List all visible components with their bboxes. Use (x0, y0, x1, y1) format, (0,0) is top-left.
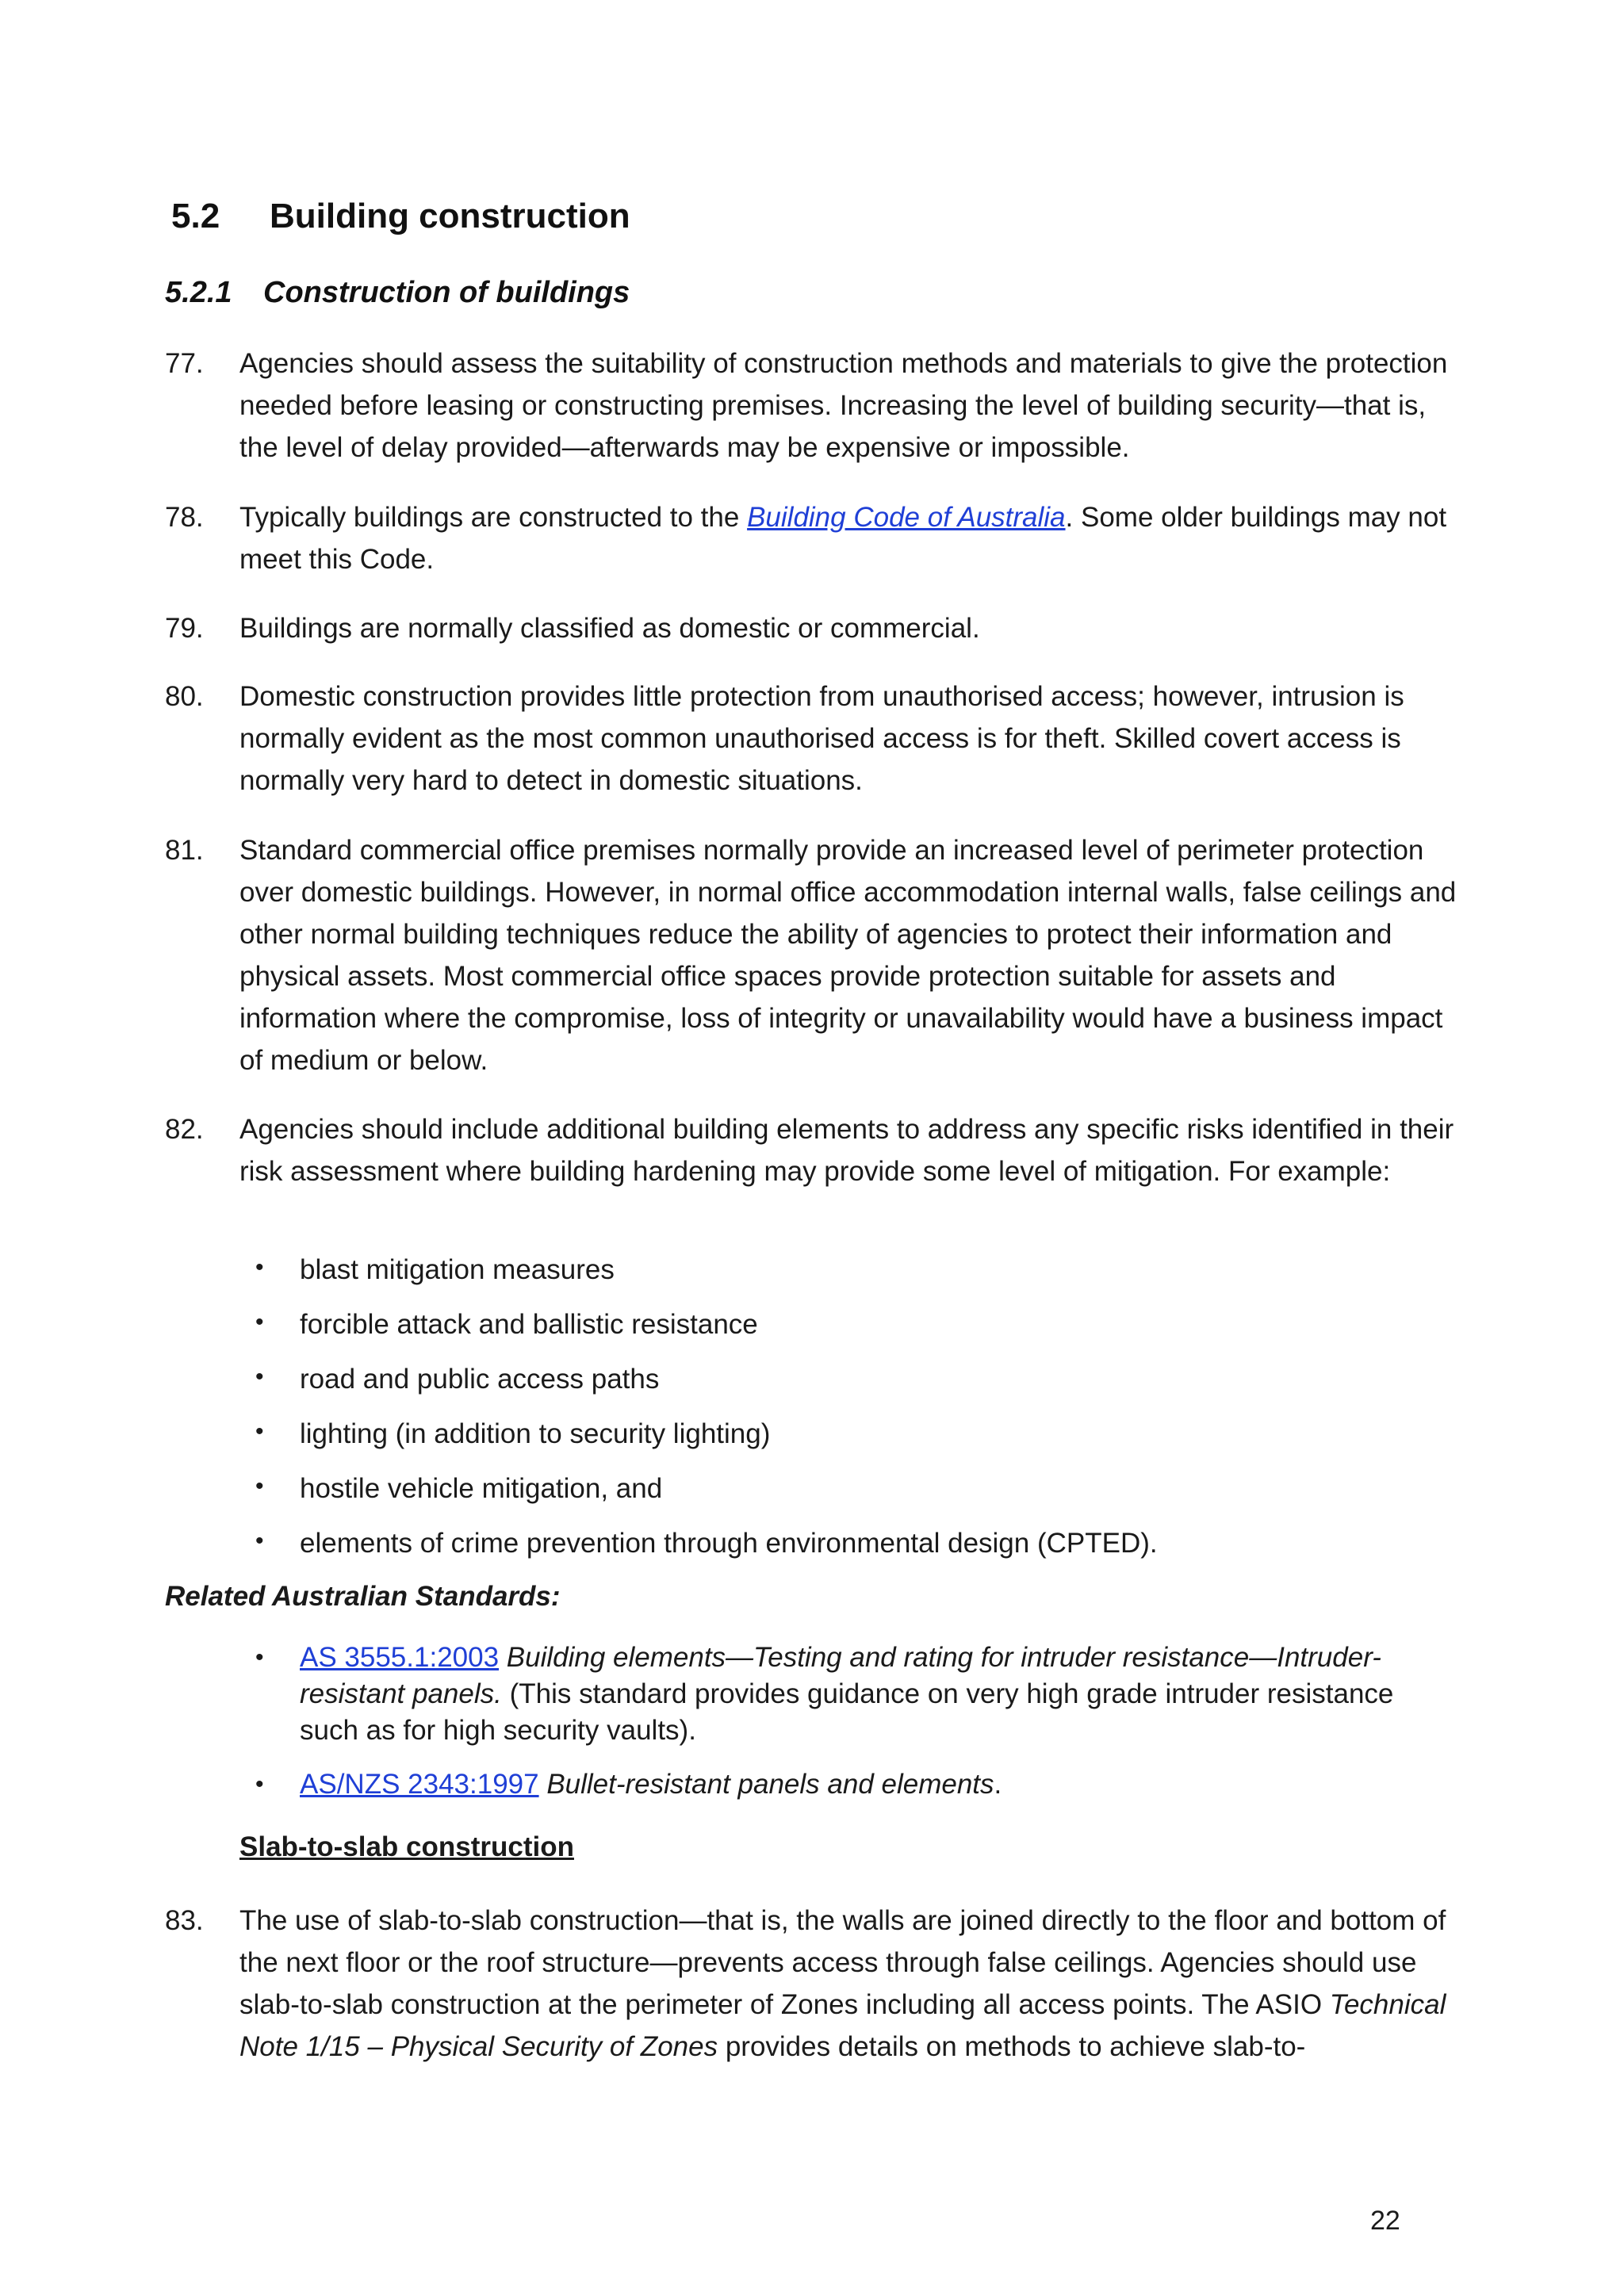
related-standards-list (239, 1640, 1429, 1814)
as-3555-link[interactable]: AS 3555.1:2003 (300, 1642, 500, 1673)
as-nzs-2343-link[interactable]: AS/NZS 2343:1997 (300, 1769, 539, 1800)
example-bullet-list (239, 1254, 1429, 1582)
paragraph-text: Agencies should include additional building elements to address any specific risks identified in their risk assessment where building hardening may provide some level of mitigation. For example: (239, 1114, 1454, 1187)
subsection-number: 5.2.1 (165, 276, 232, 309)
paragraph-number: 79. (165, 613, 204, 644)
text-run: The use of slab-to-slab construction—that is, the walls are joined directly to the floor and bottom of the next floor or the roof structure—prevents access through false ceilings. Agencies should use slab-to-slab construction at the perimeter of Zones including all access points. The ASIO (239, 1905, 1446, 2020)
list-item (239, 1309, 1429, 1364)
paragraph-number: 82. (165, 1114, 204, 1145)
section-title: Building construction (270, 197, 630, 235)
list-item-text: road and public access paths (300, 1364, 660, 1395)
standard-title: Bullet-resistant panels and elements (538, 1769, 994, 1800)
building-code-link[interactable]: Building Code of Australia (747, 502, 1066, 533)
text-run: . Some older buildings may not meet this Code. (239, 502, 1447, 575)
subsection-heading (165, 276, 630, 310)
paragraph-number: 78. (165, 502, 204, 533)
list-item-text: hostile vehicle mitigation, and (300, 1473, 663, 1504)
bullet-icon: • (255, 1364, 264, 1390)
slab-to-slab-subheading: Slab-to-slab construction (239, 1831, 574, 1862)
list-item (239, 1528, 1429, 1582)
paragraph-text: Buildings are normally classified as domestic or commercial. (239, 613, 980, 644)
bullet-icon: • (255, 1254, 264, 1280)
list-item-text: lighting (in addition to security lighting) (300, 1418, 771, 1449)
list-item (239, 1254, 1429, 1309)
list-item-text: elements of crime prevention through environmental design (CPTED). (300, 1528, 1158, 1559)
paragraph-number: 77. (165, 348, 204, 379)
bullet-icon: • (255, 1418, 264, 1445)
bullet-icon: • (255, 1473, 264, 1499)
list-item-text: blast mitigation measures (300, 1254, 615, 1285)
paragraph-number: 80. (165, 681, 204, 712)
paragraph-text (239, 496, 1465, 580)
section-number: 5.2 (171, 197, 220, 235)
bullet-icon: • (255, 1528, 264, 1554)
standard-title: Building elements—Testing and rating for intruder resistance—Intruder-resistant panels. (300, 1642, 1381, 1709)
paragraph-text (239, 1900, 1465, 2068)
standard-note: (This standard provides guidance on very high grade intruder resistance such as for high security vaults). (300, 1678, 1394, 1746)
subsection-title: Construction of buildings (263, 276, 630, 309)
text-run: Typically buildings are constructed to the (239, 502, 748, 533)
technical-note-title: Technical Note 1/15 – Physical Security of Zones (239, 1989, 1446, 2062)
list-item (239, 1364, 1429, 1418)
paragraph-text: Domestic construction provides little protection from unauthorised access; however, intrusion is normally evident as the most common unauthorised access is for theft. Skilled covert access is normally very hard to detect in domestic situations. (239, 681, 1404, 796)
standard-note: . (994, 1769, 1002, 1800)
list-item (239, 1640, 1429, 1766)
paragraph-text: Standard commercial office premises normally provide an increased level of perimeter protection over domestic buildings. However, in normal office accommodation internal walls, false ceilings and other normal building techniques reduce the ability of agencies to protect their information and physical assets. Most commercial office spaces provide protection suitable for assets and information where the compromise, loss of integrity or unavailability would have a business impact of medium or below. (239, 835, 1457, 1076)
bullet-icon: • (255, 1771, 264, 1797)
list-item (239, 1418, 1429, 1473)
paragraph-number: 83. (165, 1905, 204, 1936)
related-standards-heading: Related Australian Standards: (165, 1581, 561, 1612)
bullet-icon: • (255, 1309, 264, 1335)
list-item (239, 1766, 1429, 1814)
paragraph-number: 81. (165, 835, 204, 866)
text-run: provides details on methods to achieve slab-to- (718, 2031, 1306, 2062)
page-number: 22 (1370, 2206, 1400, 2236)
list-item (239, 1473, 1429, 1528)
list-item-text: forcible attack and ballistic resistance (300, 1309, 758, 1340)
section-heading (171, 197, 630, 236)
bullet-icon: • (255, 1644, 264, 1670)
paragraph-text: Agencies should assess the suitability of construction methods and materials to give the protection needed before leasing or constructing premises. Increasing the level of building security—that is, the level of delay provided—afterwards may be expensive or impossible. (239, 348, 1448, 463)
